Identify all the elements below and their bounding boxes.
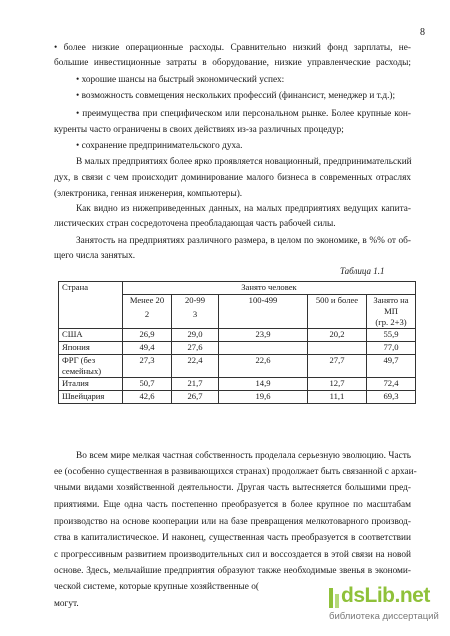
text-line: куренты часто ограничены в своих действиях из-за различных процедур; [54, 125, 344, 135]
table-row: Швейцария 42,6 26,7 19,6 11,1 69,3 [59, 391, 416, 404]
header-col-1: Менее 20 2 [123, 295, 172, 329]
header-col-2: 20-99 3 [172, 295, 219, 329]
header-country: Страна [59, 282, 123, 329]
table-header-row [59, 282, 416, 295]
text-line: • более низкие операционные расходы. Сравнительно низкий фонд зарплаты, не- [54, 43, 411, 53]
text-line: производство на основе кооперации или на базе превращения мелкотоварного производ- [54, 517, 411, 527]
header-col-5: Занято на МП (гр. 2+3) [367, 295, 416, 329]
text-line: листических стран сосредоточена преобладающая часть рабочей силы. [54, 219, 336, 229]
header-col-3: 100-499 [219, 295, 308, 329]
watermark-subtitle: библиотека диссертаций [329, 611, 439, 622]
text-line: • хорошие шансы на быстрый экономический успех: [76, 75, 285, 85]
table-row: ФРГ (без семейных) 27,3 22,4 22,6 27,7 49,7 [59, 355, 416, 378]
text-line: ее (особенно существенная в развивающихся странах) продолжает быть связанной с архаи- [54, 467, 417, 477]
text-line: могут. [54, 599, 79, 609]
watermark-logo-text: dsLib.net [341, 584, 430, 607]
table-row: США 26,9 29,0 23,9 20,2 55,9 [59, 329, 416, 342]
dslib-logo-icon [329, 588, 339, 608]
text-line: (электроника, генная инженерия, компьютеры). [54, 189, 243, 199]
table-caption: Таблица 1.1 [340, 266, 385, 276]
text-line: приятиями. Еще одна часть постепенно преобразуется в более крупное по масштабам [54, 500, 411, 510]
table-cell-country: ФРГ (без семейных) [59, 355, 123, 378]
text-line: ческой системе, которые крупные хозяйственные о( [54, 582, 259, 592]
text-line: В малых предприятиях более ярко проявляется новационный, предпринимательский [76, 157, 412, 167]
table-row: Италия 50,7 21,7 14,9 12,7 72,4 [59, 378, 416, 391]
text-line: Занятость на предприятиях различного размера, в целом по экономике, в %% от об- [76, 236, 411, 246]
text-line: с прогрессивным развитием производительных сил и воссоздается в этой связи на новой [54, 550, 411, 560]
header-col-4: 500 и более [308, 295, 367, 329]
text-line: дух, в связи с чем происходит доминирование малого бизнеса в современных отраслях [54, 173, 411, 183]
text-line: Как видно из нижеприведенных данных, на малых предприятиях ведущих капита- [76, 204, 411, 214]
dslib-watermark[interactable] [329, 584, 447, 630]
header-employed: Занято человек [123, 282, 416, 295]
text-line: • сохранение предпринимательского духа. [76, 141, 243, 151]
table-row: Япония 49,4 27,6 77,0 [59, 342, 416, 355]
text-line: • преимущества при специфическом или персональном рынке. Более крупные кон- [76, 109, 411, 119]
text-line: щего числа занятых. [54, 251, 136, 261]
text-line: ства в капиталистическое. И наконец, существенная часть преобразуется в соответствии [54, 533, 411, 543]
text-line: большие инвестиционные затраты в оборудование, низкие управленческие расходы; [54, 58, 411, 68]
text-line: основе. Здесь, мельчайшие предприятия образуют также необходимые звенья в экономи- [54, 566, 411, 576]
text-line: Во всем мире мелкая частная собственность проделала серьезную эволюцию. Часть [76, 451, 411, 461]
page-number: 8 [420, 27, 425, 38]
text-line: чными видами хозяйственной деятельности. Другая часть вытесняется большими пред- [54, 483, 411, 493]
text-line: • возможность совмещения нескольких профессий (финансист, менеджер и т.д.); [76, 91, 396, 101]
employment-table [58, 281, 416, 404]
